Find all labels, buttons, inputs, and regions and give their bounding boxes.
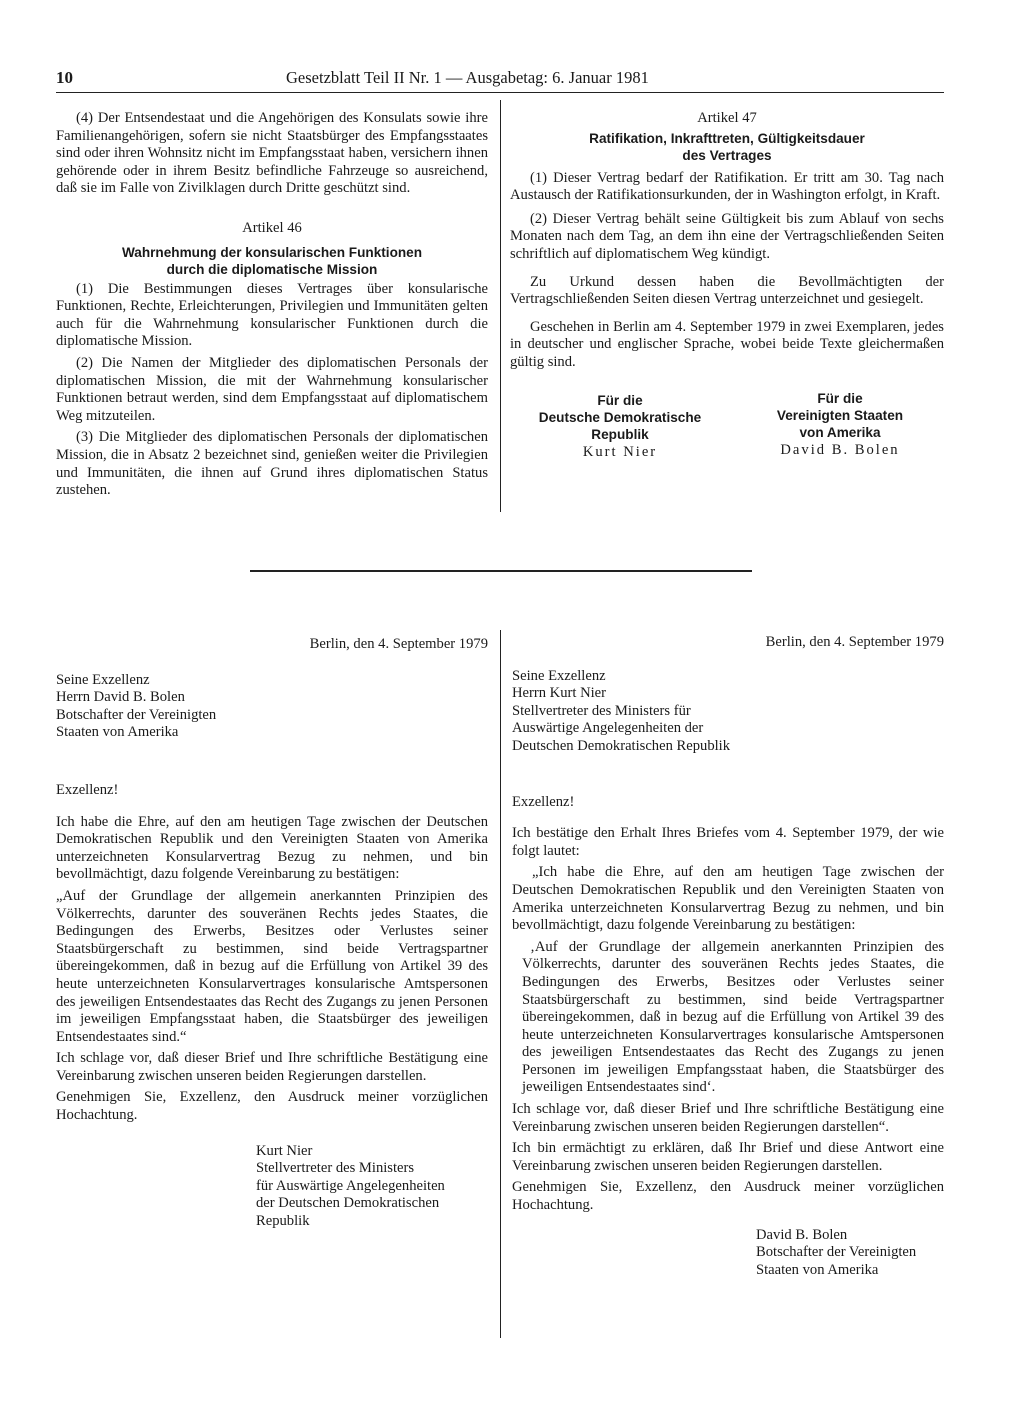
article-46-label: Artikel 46: [242, 219, 302, 236]
letter-right-sig-line1: David B. Bolen: [756, 1226, 848, 1243]
letter-left-sig-line5: Republik: [256, 1213, 310, 1230]
letter-left-date: Berlin, den 4. September 1979: [309, 636, 488, 652]
article-47-heading-line2: des Vertrages: [682, 147, 772, 163]
letter-left-address: [56, 672, 488, 742]
letter-left-paragraph-4: Genehmigen Sie, Exzellenz, den Ausdruck meiner vorzüglichen Hochachtung.: [56, 1089, 488, 1124]
article-47-paragraph-1: (1) Dieser Vertrag bedarf der Ratifikation. Er tritt am 30. Tag nach Austausch der Ratifikationsurkunden, der in Washington erfolgt, in Kraft.: [510, 169, 944, 204]
letter-right-paragraph-6: Genehmigen Sie, Exzellenz, den Ausdruck meiner vorzüglichen Hochachtung.: [512, 1179, 944, 1214]
letter-right-paragraph-1: Ich bestätige den Erhalt Ihres Briefes vom 4. September 1979, der wie folgt lautet:: [512, 825, 944, 859]
letter-left-address-line1: Seine Exzellenz: [56, 671, 150, 688]
top-right-column: [510, 110, 944, 482]
letter-right-paragraph-2: „Ich habe die Ehre, auf den am heutigen Tage zwischen der Deutschen Demokratischen Republik und den Vereinigten Staaten von Amerika unterzeichneten Konsularvertrag Bezug zu nehmen, und bin bevollmächtigt, dazu folgende Vereinbarung zu bestätigen:: [512, 864, 944, 934]
page-header: [56, 66, 944, 93]
letter-left-address-line2: Herrn David B. Bolen: [56, 689, 185, 706]
letter-right-salutation: Exzellenz!: [512, 793, 575, 810]
letter-right-date: Berlin, den 4. September 1979: [765, 634, 944, 650]
article-46-paragraph-1: (1) Die Bestimmungen dieses Vertrages über konsularische Funktionen, Rechte, Erleichterungen, Privilegien und Immunitäten gelten auch für die Wahrnehmung konsularischer Funktionen durch die diplomatische Mission.: [56, 280, 488, 350]
letter-left-salutation: Exzellenz!: [56, 781, 119, 798]
sig-usa-line3: von Amerika: [799, 424, 881, 440]
top-left-column: [56, 110, 488, 500]
article-47-paragraph-2: (2) Dieser Vertrag behält seine Gültigkeit bis zum Ablauf von sechs Monaten nach dem Tag, an dem ihn eine der Vertragschließenden Seiten schriftlich auf diplomatischem Weg kündigt.: [510, 210, 944, 262]
sig-gdr-line1: Für die: [597, 392, 643, 408]
letter-left-signature: [256, 1143, 488, 1231]
article-46-paragraph-2: (2) Die Namen der Mitglieder des diplomatischen Personals der diplomatischen Mission, die mit der Wahrnehmung konsularischer Funktionen betraut werden, sind dem Empfangsstaat auf diplomatischem Weg mitzuteilen.: [56, 354, 488, 424]
letter-right-signature: [756, 1227, 944, 1280]
signature-block-usa: [730, 390, 950, 459]
letter-left-sig-line1: Kurt Nier: [256, 1142, 313, 1159]
letter-left-paragraph-1: Ich habe die Ehre, auf den am heutigen Tage zwischen der Deutschen Demokratischen Republik und den Vereinigten Staaten von Amerika unterzeichneten Konsularvertrag Bezug zu nehmen, und bin bevollmächtigt, dazu folgende Vereinbarung zu bestätigen:: [56, 813, 488, 883]
column-divider-top: [500, 100, 501, 512]
letter-left-address-line3: Botschafter der Vereinigten: [56, 706, 217, 723]
witness-clause: Zu Urkund dessen haben die Bevollmächtigten der Vertragschließenden Seiten diesen Vertrag unterzeichnet und gesiegelt.: [510, 273, 944, 308]
letter-right: [512, 634, 944, 1279]
sig-gdr-line3: Republik: [591, 426, 649, 442]
section-separator: [250, 570, 752, 572]
letter-right-sig-line3: Staaten von Amerika: [756, 1261, 879, 1278]
letter-left: [56, 636, 488, 1231]
sig-gdr-name: Kurt Nier: [582, 443, 658, 460]
letter-left-sig-line3: für Auswärtige Angelegenheiten: [256, 1177, 445, 1194]
done-at-clause: Geschehen in Berlin am 4. September 1979 in zwei Exemplaren, jedes in deutscher und englischer Sprache, wobei beide Texte gleichermaßen gültig sind.: [510, 318, 944, 370]
article-47-heading-line1: Ratifikation, Inkrafttreten, Gültigkeitsdauer: [589, 130, 865, 146]
sig-usa-name: David B. Bolen: [780, 441, 900, 458]
column-divider-bottom: [500, 630, 501, 1338]
letter-left-sig-line2: Stellvertreter des Ministers: [256, 1160, 415, 1177]
letter-right-sig-line2: Botschafter der Vereinigten: [756, 1244, 917, 1261]
paragraph-art45-4: (4) Der Entsendestaat und die Angehörigen des Konsulats sowie ihre Familienangehörigen, sofern sie nicht Staatsbürger des Empfangsstaates sind oder ihren Wohnsitz nicht im Empfangsstaat haben, versichern ihnen gehörende oder in ihrem Besitz befindliche Fahrzeuge so ausreichend, daß sie im Falle von Zivilklagen durch Dritte geschützt sind.: [56, 110, 488, 197]
letter-right-address-line4: Auswärtige Angelegenheiten der: [512, 720, 704, 737]
letter-right-address-line3: Stellvertreter des Ministers für: [512, 702, 691, 719]
letter-right-paragraph-5: Ich bin ermächtigt zu erklären, daß Ihr Brief und diese Antwort eine Vereinbarung zwischen unseren beiden Regierungen darstellen.: [512, 1140, 944, 1174]
treaty-signatures: [510, 392, 944, 482]
signature-block-gdr: [510, 392, 730, 461]
letter-right-address-line2: Herrn Kurt Nier: [512, 685, 607, 702]
letter-left-paragraph-3: Ich schlage vor, daß dieser Brief und Ihre schriftliche Bestätigung eine Vereinbarung zwischen unseren beiden Regierungen darstellen.: [56, 1050, 488, 1084]
header-title: Gesetzblatt Teil II Nr. 1 — Ausgabetag: 6. Januar 1981: [286, 68, 649, 87]
letter-right-address-line1: Seine Exzellenz: [512, 667, 606, 684]
sig-gdr-line2: Deutsche Demokratische: [538, 409, 702, 425]
sig-usa-line1: Für die: [817, 390, 863, 406]
page-number: 10: [56, 68, 73, 87]
letter-left-sig-line4: der Deutschen Demokratischen: [256, 1195, 440, 1212]
sig-usa-line2: Vereinigten Staaten: [776, 407, 904, 423]
letter-left-paragraph-2: „Auf der Grundlage der allgemein anerkannten Prinzipien des Völkerrechts, darunter des souveränen Rechts jedes Staates, die Bedingungen des Erwerbs, Besitzes oder Verlustes seiner Staatsbürgerschaft zu bestimmen, sind beide Vertragspartner übereingekommen, daß in bezug auf die Erfüllung von Artikel 39 des heute unterzeichneten Konsularvertrages konsularische Amtspersonen des jeweiligen Entsendestaates das Recht des Zugangs zu jenen Personen im jeweiligen Empfangsstaat haben, die Staatsbürger des jeweiligen Entsendestaates sind.“: [56, 887, 488, 1045]
article-46-heading-line2: durch die diplomatische Mission: [166, 261, 378, 277]
letter-right-address-line5: Deutschen Demokratischen Republik: [512, 737, 731, 754]
letter-right-paragraph-4: Ich schlage vor, daß dieser Brief und Ihre schriftliche Bestätigung eine Vereinbarung zwischen unseren beiden Regierungen darstellen“.: [512, 1101, 944, 1135]
letter-right-address: [512, 668, 944, 756]
letter-right-paragraph-3: ‚Auf der Grundlage der allgemein anerkannten Prinzipien des Völkerrechts, darunter des souveränen Rechts jedes Staates, die Bedingungen des Erwerbs, Besitzes oder Verlustes seiner Staatsbürgerschaft zu bestimmen, sind beide Vertragspartner übereingekommen, daß in bezug auf die Erfüllung von Artikel 39 des heute unterzeichneten Konsularvertrages konsularische Amtspersonen des jeweiligen Entsendestaates das Recht des Zugangs zu jenen Personen im jeweiligen Empfangsstaat haben, die Staatsbürger des jeweiligen Entsendestaates sind‘.: [522, 938, 944, 1096]
article-46-heading-line1: Wahrnehmung der konsularischen Funktionen: [121, 244, 423, 260]
article-47-label: Artikel 47: [697, 110, 757, 126]
letter-left-address-line4: Staaten von Amerika: [56, 724, 179, 741]
article-46-paragraph-3: (3) Die Mitglieder des diplomatischen Personals der diplomatischen Mission, die in Absatz 2 bezeichnet sind, genießen weiter die Privilegien und Immunitäten, die ihnen auf Grund ihres diplomatischen Status zustehen.: [56, 429, 488, 499]
